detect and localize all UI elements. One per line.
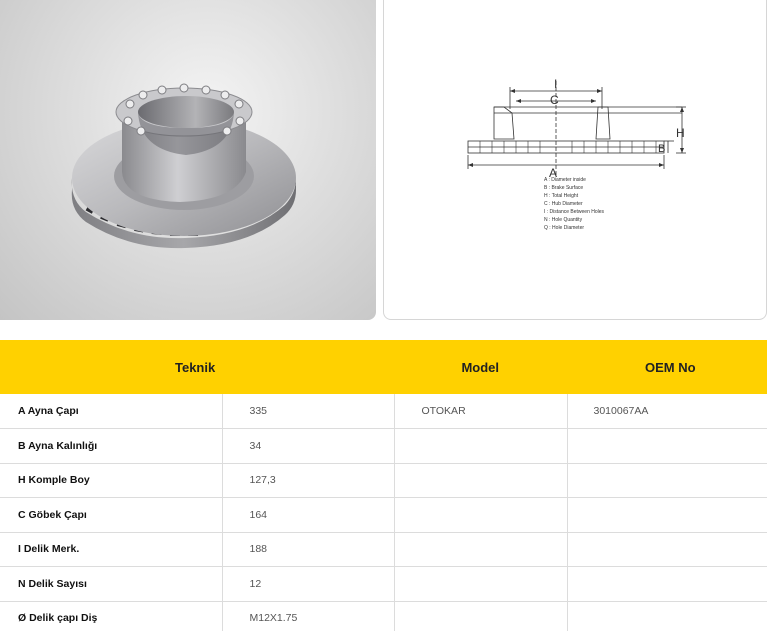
legend-item: B : Brake Surface [544, 185, 584, 191]
legend-item: A : Diameter inside [544, 177, 586, 183]
row-value: 12 [222, 567, 394, 602]
row-model [394, 567, 567, 602]
row-value: 34 [222, 429, 394, 464]
row-model [394, 601, 567, 631]
row-label: C Göbek Çapı [0, 498, 222, 533]
row-oem [567, 601, 767, 631]
row-label: Ø Delik çapı Diş [0, 601, 222, 631]
dim-label-h: H [676, 126, 685, 140]
row-oem [567, 567, 767, 602]
dim-label-b: B [658, 143, 666, 155]
legend-item: N : Hole Quantity [544, 217, 583, 223]
row-oem: 3010067AA [567, 394, 767, 429]
table-row [0, 463, 767, 498]
brake-disc-cross-section-diagram [384, 0, 767, 320]
legend-item: Q : Hole Diameter [544, 225, 585, 231]
header-oem: OEM No [645, 359, 696, 375]
row-value: M12X1.75 [222, 601, 394, 631]
row-label: I Delik Merk. [0, 532, 222, 567]
legend-item: I : Distance Between Holes [544, 209, 605, 215]
row-label: H Komple Boy [0, 463, 222, 498]
table-row [0, 498, 767, 533]
table-row [0, 394, 767, 429]
legend-item: H : Total Height [544, 193, 579, 199]
row-value: 335 [222, 394, 394, 429]
row-model [394, 532, 567, 567]
table-header-row [0, 340, 767, 394]
row-oem [567, 429, 767, 464]
row-label: B Ayna Kalınlığı [0, 429, 222, 464]
table-row [0, 532, 767, 567]
row-oem [567, 498, 767, 533]
row-model [394, 429, 567, 464]
dim-label-a: A [549, 166, 558, 180]
row-oem [567, 532, 767, 567]
legend-item: C : Hub Diameter [544, 201, 583, 207]
header-model: Model [461, 359, 499, 375]
row-model [394, 463, 567, 498]
dim-label-i: I [554, 77, 558, 91]
product-photo [0, 0, 376, 320]
row-value: 127,3 [222, 463, 394, 498]
dim-label-c: C [550, 93, 559, 107]
row-label: A Ayna Çapı [0, 394, 222, 429]
diagram-legend [544, 177, 605, 231]
brake-disc-image [0, 0, 376, 320]
row-model: OTOKAR [394, 394, 567, 429]
spec-table [0, 340, 767, 631]
table-row [0, 567, 767, 602]
table-row [0, 601, 767, 631]
row-value: 164 [222, 498, 394, 533]
row-value: 188 [222, 532, 394, 567]
row-label: N Delik Sayısı [0, 567, 222, 602]
technical-diagram [383, 0, 767, 320]
row-model [394, 498, 567, 533]
table-row [0, 429, 767, 464]
header-teknik: Teknik [175, 359, 216, 375]
row-oem [567, 463, 767, 498]
